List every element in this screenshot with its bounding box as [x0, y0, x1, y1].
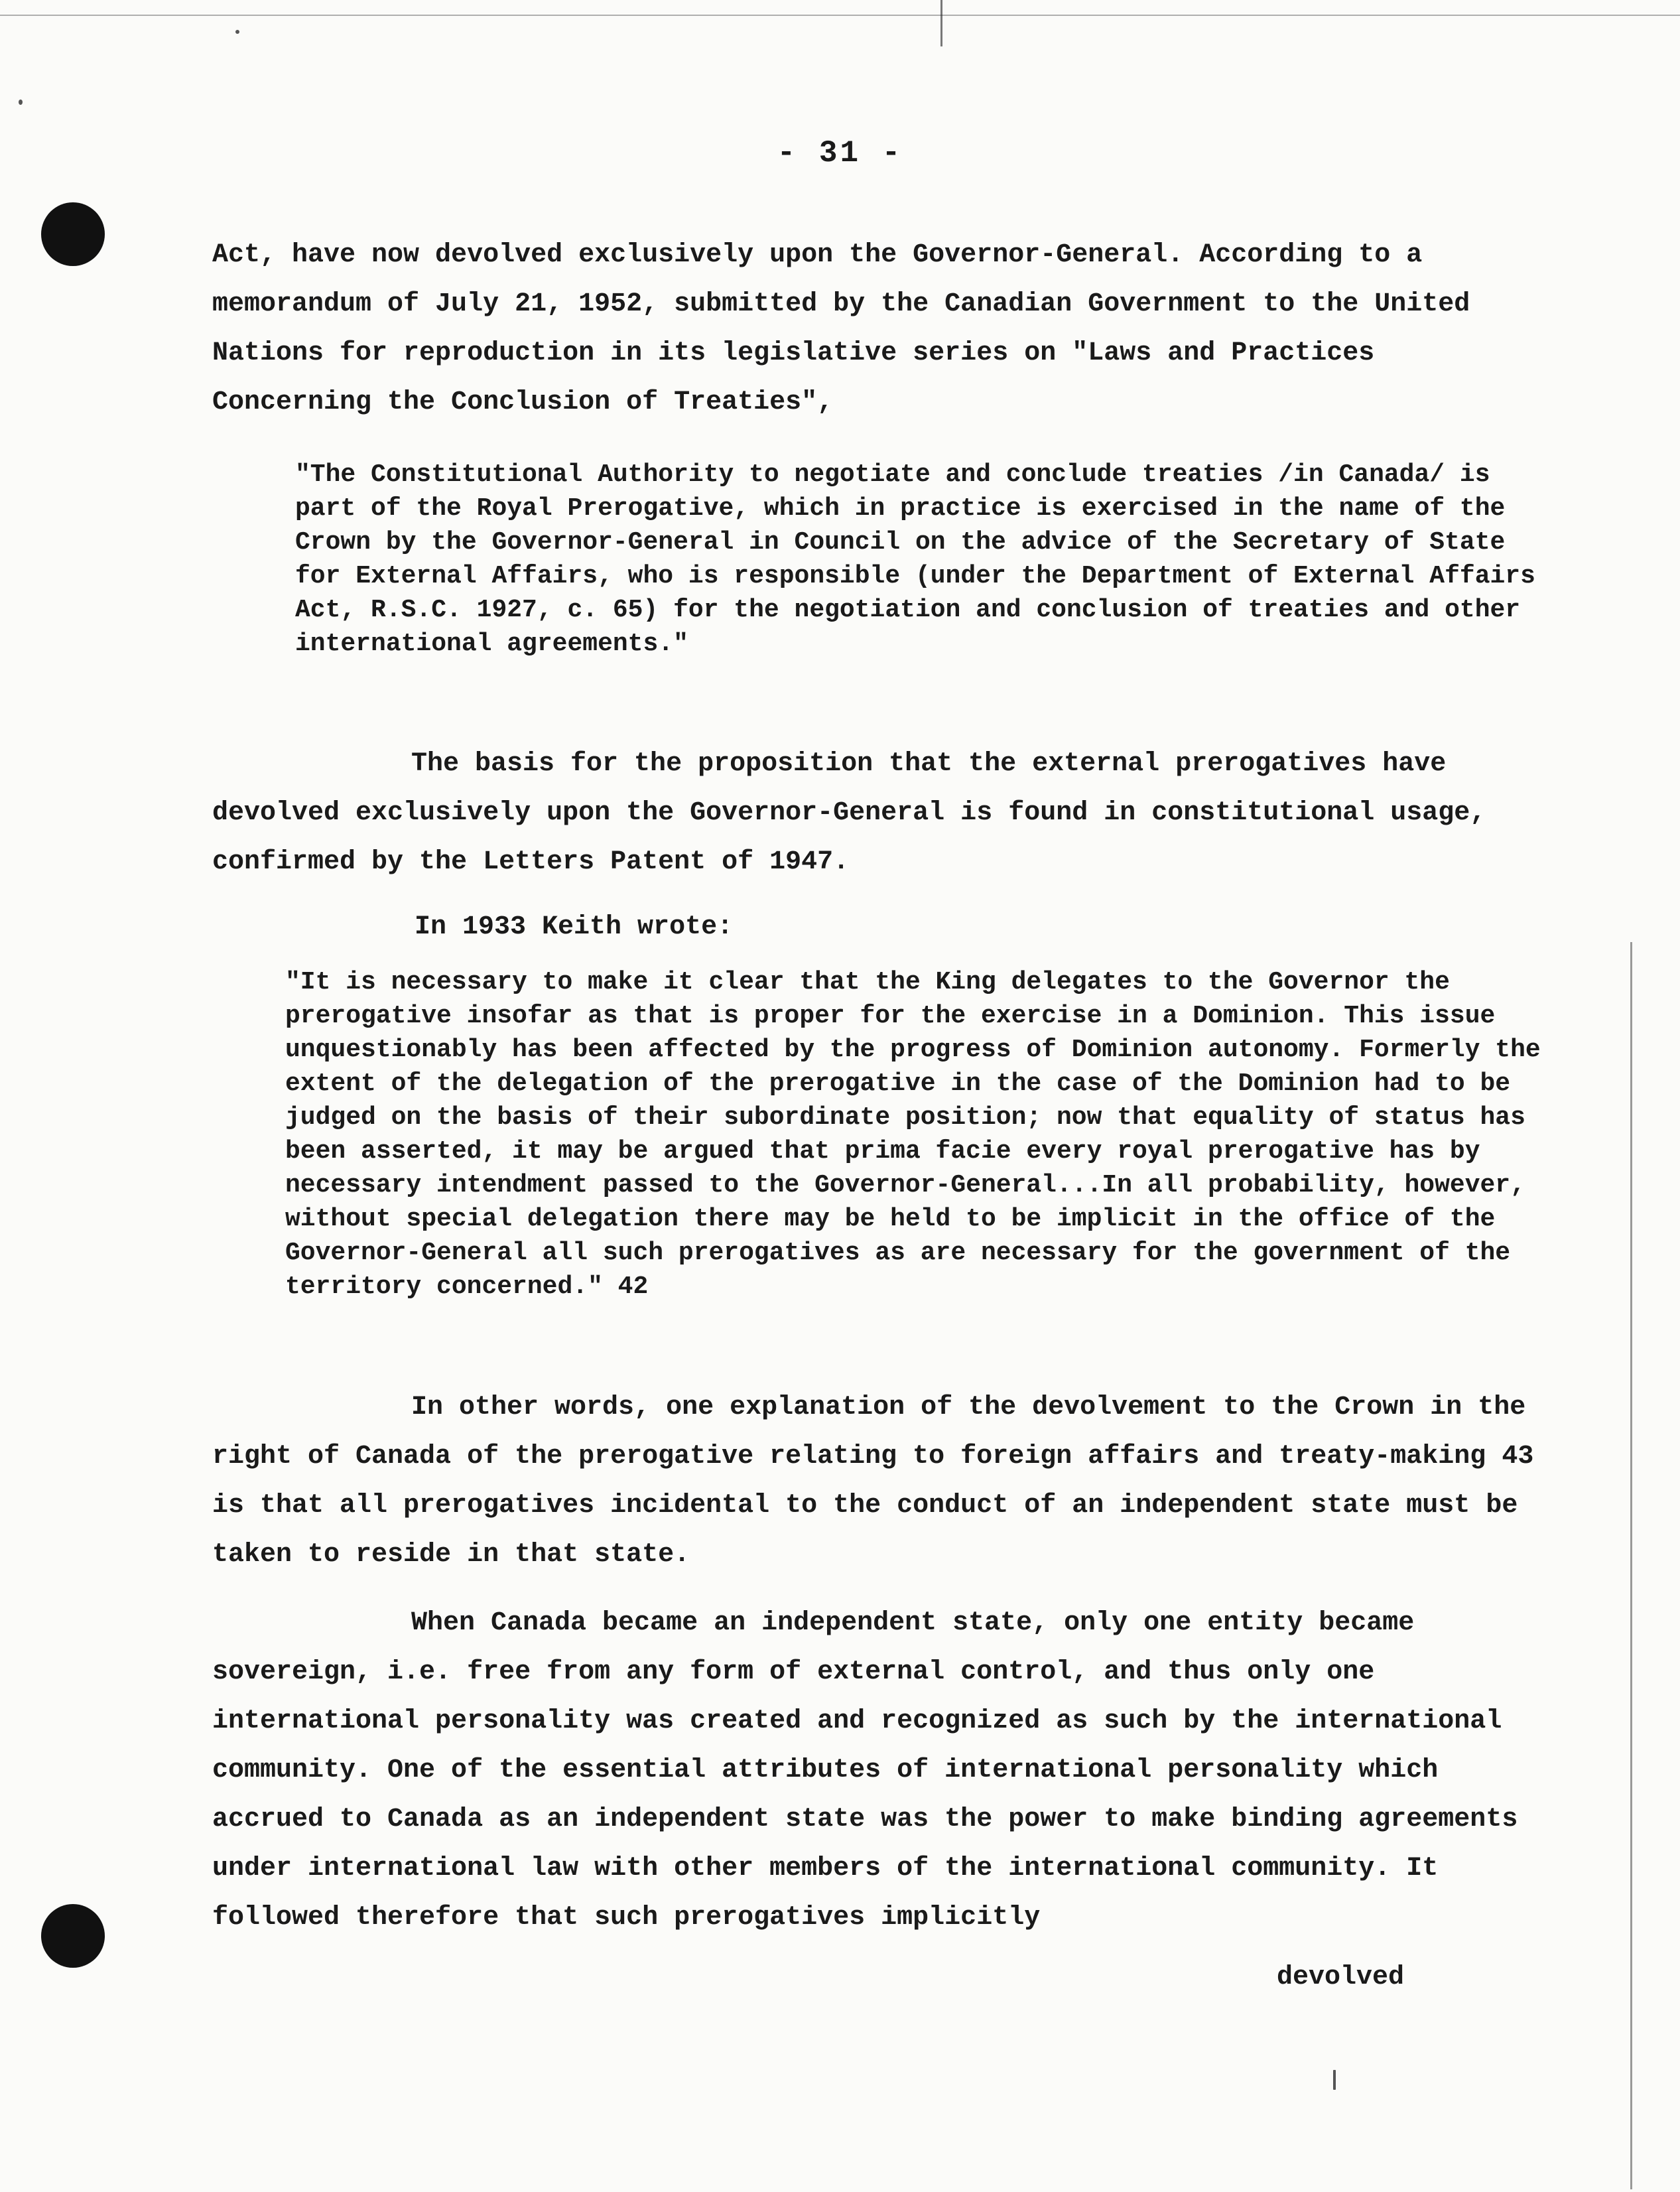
block-quote-memorandum: "The Constitutional Authority to negotiate and conclude treaties /in Canada/ is part of the Royal Prerogative, which in practice is exercised in the name of the Crown by the Governor-General in Council on the advice of the Secretary of State for External Affairs, who is responsible (under the Department of External Affairs Act, R.S.C. 1927, c. 65) for the negotiation and conclusion of treaties and other international agreements.": [295, 460, 1535, 658]
scan-speck: [19, 100, 23, 105]
paragraph-4: When Canada became an independent state, only one entity became sovereign, i.e. free from any form of external control, and thus only one international personality was created and recognized as such by the international community. One of the essential attributes of international personality which accrued to Canada as an independent state was the power to make binding agreements under international law with other members of the international community. It followed therefore that such prerogatives implicitly: [212, 1608, 1518, 1933]
scan-speck: [1333, 2070, 1336, 2090]
scan-edge-top: [0, 15, 1680, 16]
scan-tick-top: [940, 0, 942, 46]
catchword: devolved: [1277, 1962, 1405, 1992]
punch-hole-top: [41, 202, 105, 266]
punch-hole-bottom: [41, 1904, 105, 1968]
block-quote-keith: "It is necessary to make it clear that the King delegates to the Governor the prerogative insofar as that is proper for the exercise in a Dominion. This issue unquestionably has been affected by the progress of Dominion autonomy. Formerly the extent of the delegation of the prerogative in the case of the Dominion had to be judged on the basis of their subordinate position; now that equality of status has been asserted, it may be argued that prima facie every royal prerogative has by necessary intendment passed to the Governor-General...In all probability, however, without special delegation there may be held to be implicit in the office of the Governor-General all such prerogatives as are necessary for the government of the territory concerned." 42: [285, 968, 1541, 1301]
scan-edge-right: [1630, 942, 1632, 2189]
paragraph-3: In other words, one explanation of the devolvement to the Crown in the right of Canada of the prerogative relating to foreign affairs and treaty-making 43 is that all prerogatives incidental to the conduct of an independent state must be taken to reside in that state.: [212, 1393, 1534, 1570]
page-number: - 31 -: [777, 136, 903, 171]
paragraph-1: Act, have now devolved exclusively upon the Governor-General. According to a memorandum of July 21, 1952, submitted by the Canadian Government to the United Nations for reproduction in its legislative series on "Laws and Practices Concerning the Conclusion of Treaties",: [212, 240, 1470, 417]
keith-intro: In 1933 Keith wrote:: [415, 912, 734, 942]
paragraph-2: The basis for the proposition that the external prerogatives have devolved exclusively upon the Governor-General is found in constitutional usage, confirmed by the Letters Patent of 1947.: [212, 749, 1486, 877]
scan-speck: [235, 30, 239, 34]
